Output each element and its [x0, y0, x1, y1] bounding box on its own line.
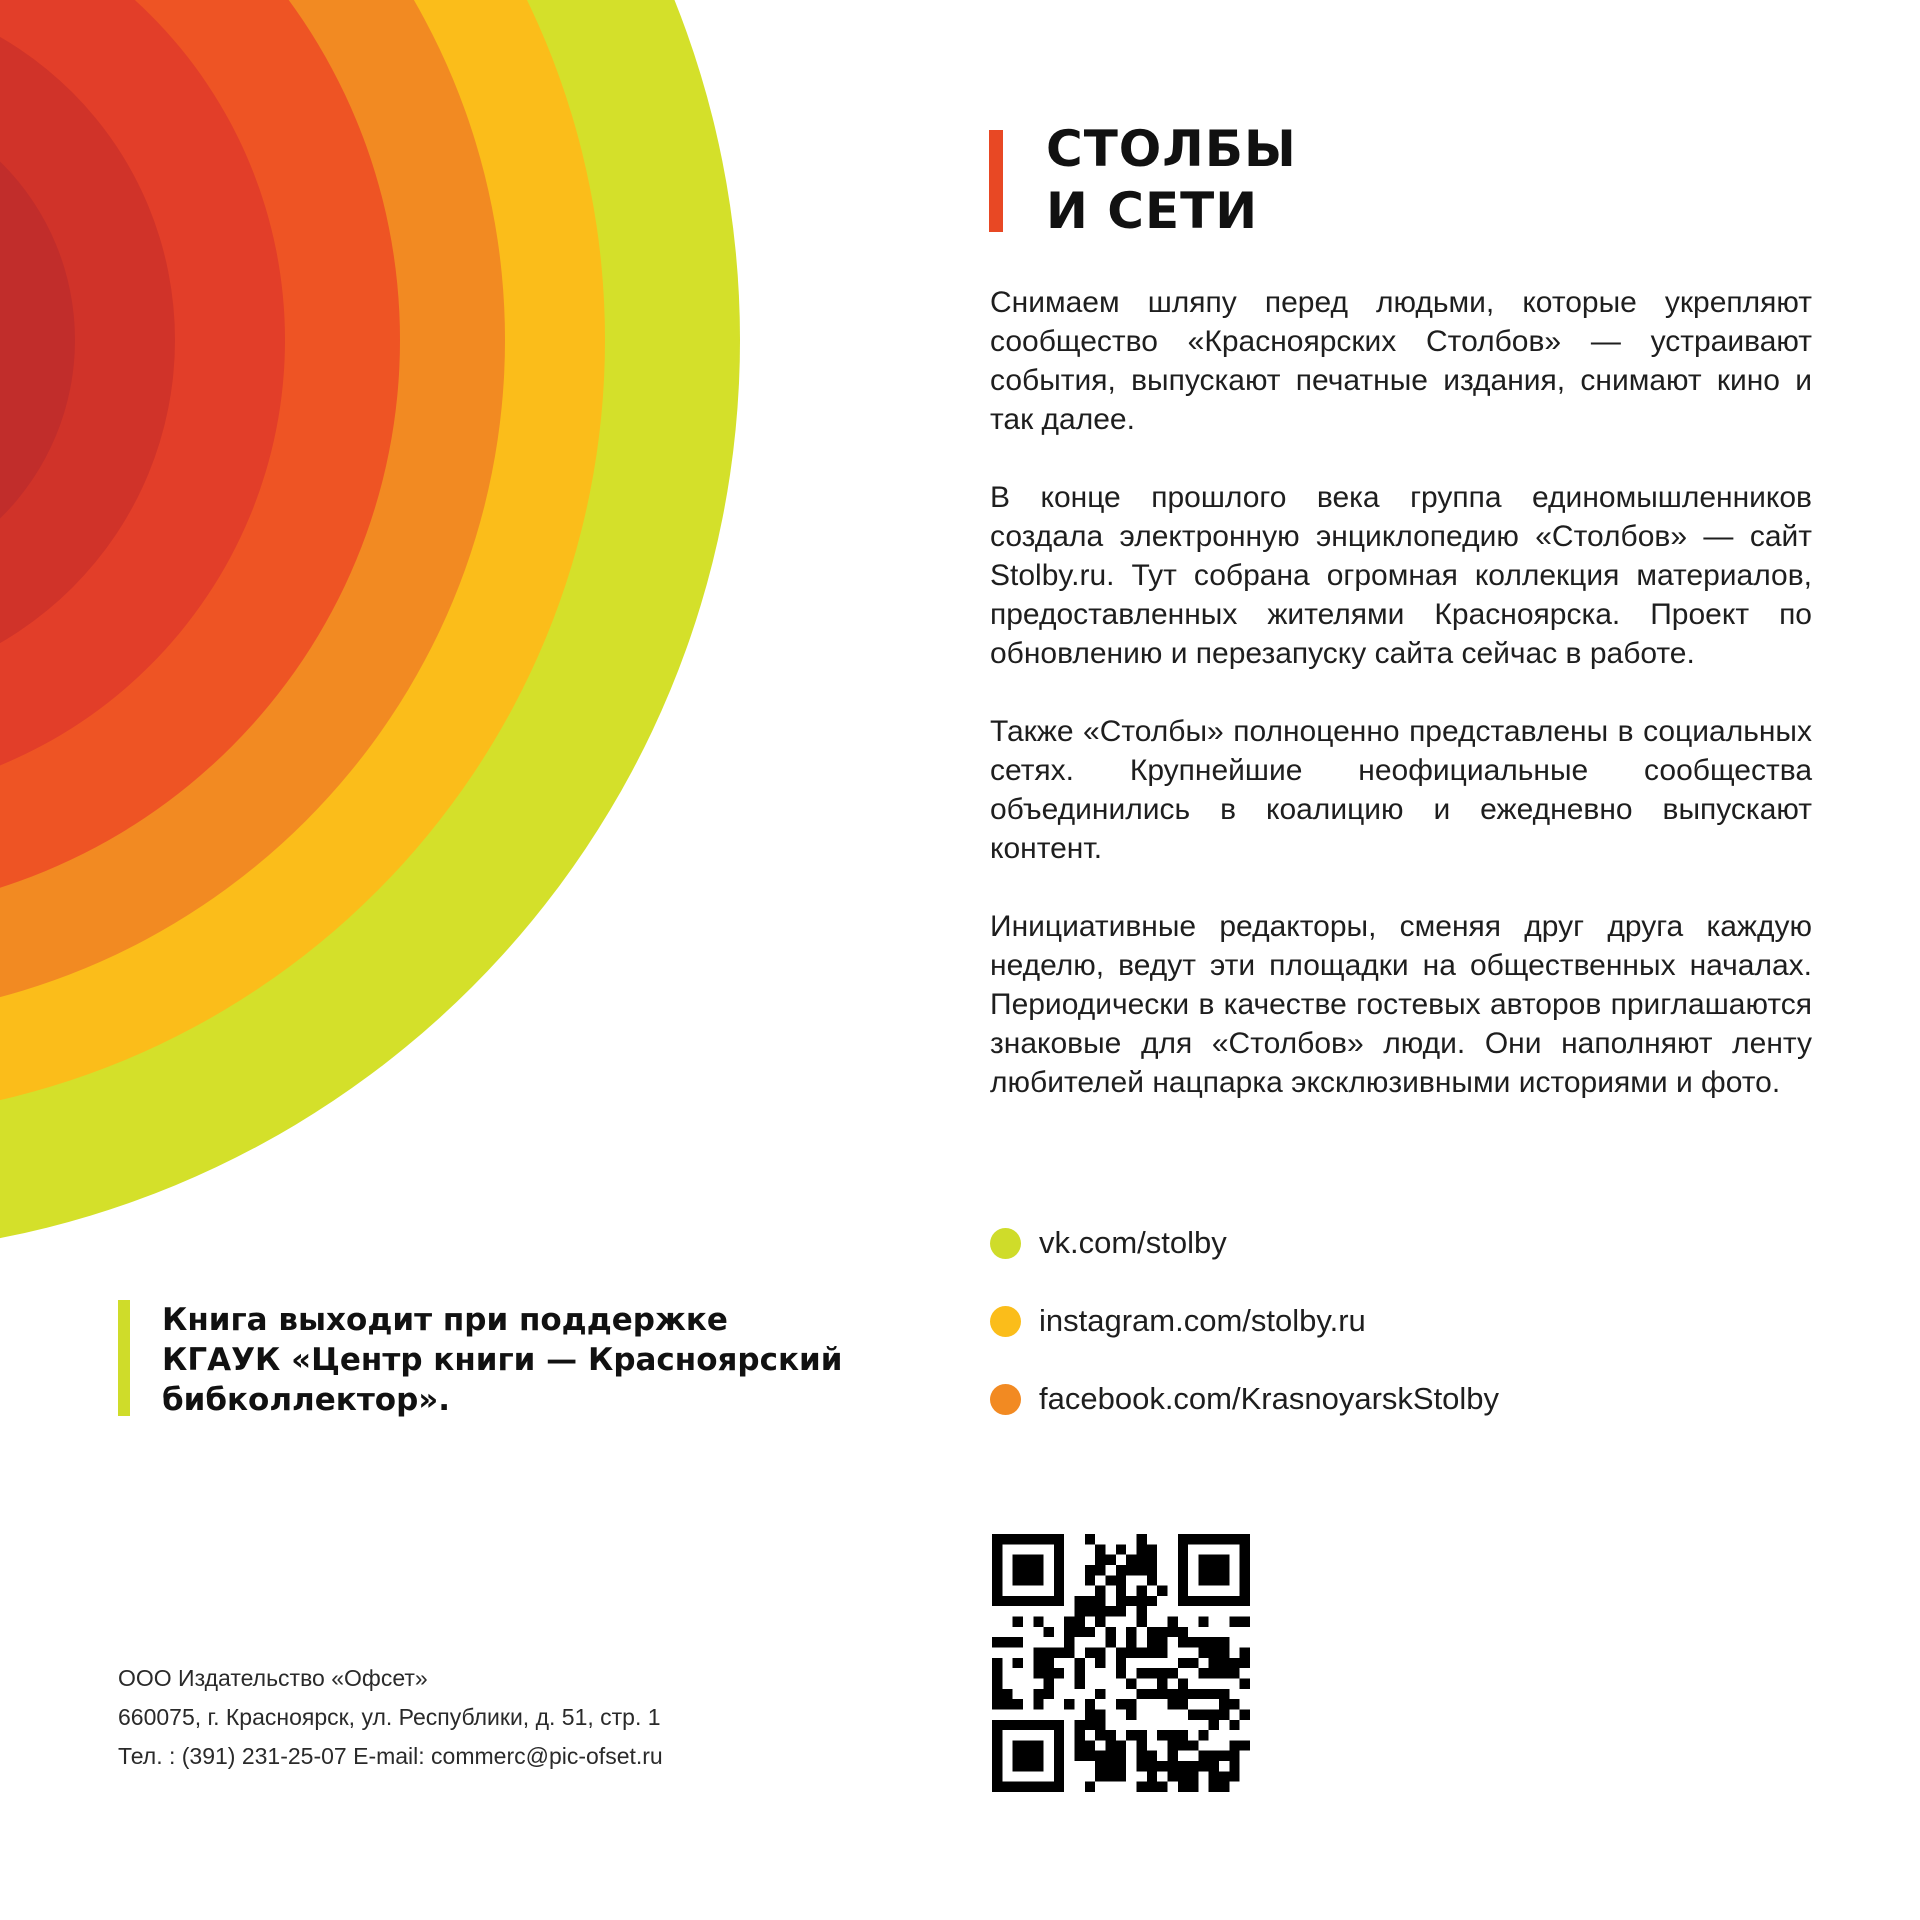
- link-facebook[interactable]: [990, 1378, 1499, 1420]
- bullet-dot-icon: [990, 1384, 1021, 1415]
- paragraph: Инициативные редакторы, сменяя друг друга каждую неделю, ведут эти площадки на общественных началах. Периодически в качестве гостевых авторов приглашаются знаковые для «Столбов» люди. Они наполняют ленту любителей нацпарка эксклюзивными историями и фото.: [990, 910, 1812, 1099]
- link-facebook-text[interactable]: facebook.com/KrasnoyarskStolby: [1039, 1381, 1500, 1416]
- link-instagram-text[interactable]: instagram.com/stolby.ru: [1039, 1303, 1366, 1338]
- link-instagram[interactable]: [990, 1300, 1499, 1342]
- publisher-contacts: Тел. : (391) 231-25-07 E-mail: commerc@pic-ofset.ru: [118, 1743, 663, 1769]
- publisher-address: 660075, г. Красноярск, ул. Республики, д. 51, стр. 1: [118, 1704, 661, 1730]
- paragraph: Снимаем шляпу перед людьми, которые укрепляют сообщество «Красноярских Столбов» — устраивают события, выпускают печатные издания, снимают кино и так далее.: [990, 286, 1812, 436]
- page-title: СТОЛБЫ И СЕТИ: [1046, 120, 1297, 240]
- support-statement: Книга выходит при поддержке КГАУК «Центр книги — Красноярский бибколлектор».: [162, 1302, 843, 1418]
- paragraph: В конце прошлого века группа единомышленников создала электронную энциклопедию «Столбов» — сайт Stolby.ru. Тут собрана огромная коллекция материалов, предоставленных жителями Красноярска. Проект по обновлению и перезапуску сайта сейчас в работе.: [990, 481, 1812, 670]
- paragraph: Также «Столбы» полноценно представлены в социальных сетях. Крупнейшие неофициальные сообщества объединились в коалицию и ежедневно выпускают контент.: [990, 715, 1812, 865]
- concentric-rings-graphic: [0, 0, 740, 1260]
- bullet-dot-icon: [990, 1306, 1021, 1337]
- link-vk[interactable]: [990, 1222, 1499, 1264]
- bullet-dot-icon: [990, 1228, 1021, 1259]
- title-accent-bar: [989, 130, 1003, 232]
- support-accent-bar: [118, 1300, 130, 1416]
- body-text: [990, 283, 1812, 1141]
- qr-code-icon[interactable]: [992, 1534, 1250, 1792]
- link-vk-text[interactable]: vk.com/stolby: [1039, 1225, 1227, 1260]
- social-links: [990, 1222, 1499, 1456]
- publisher-info: [118, 1659, 663, 1776]
- publisher-name: ООО Издательство «Офсет»: [118, 1665, 428, 1691]
